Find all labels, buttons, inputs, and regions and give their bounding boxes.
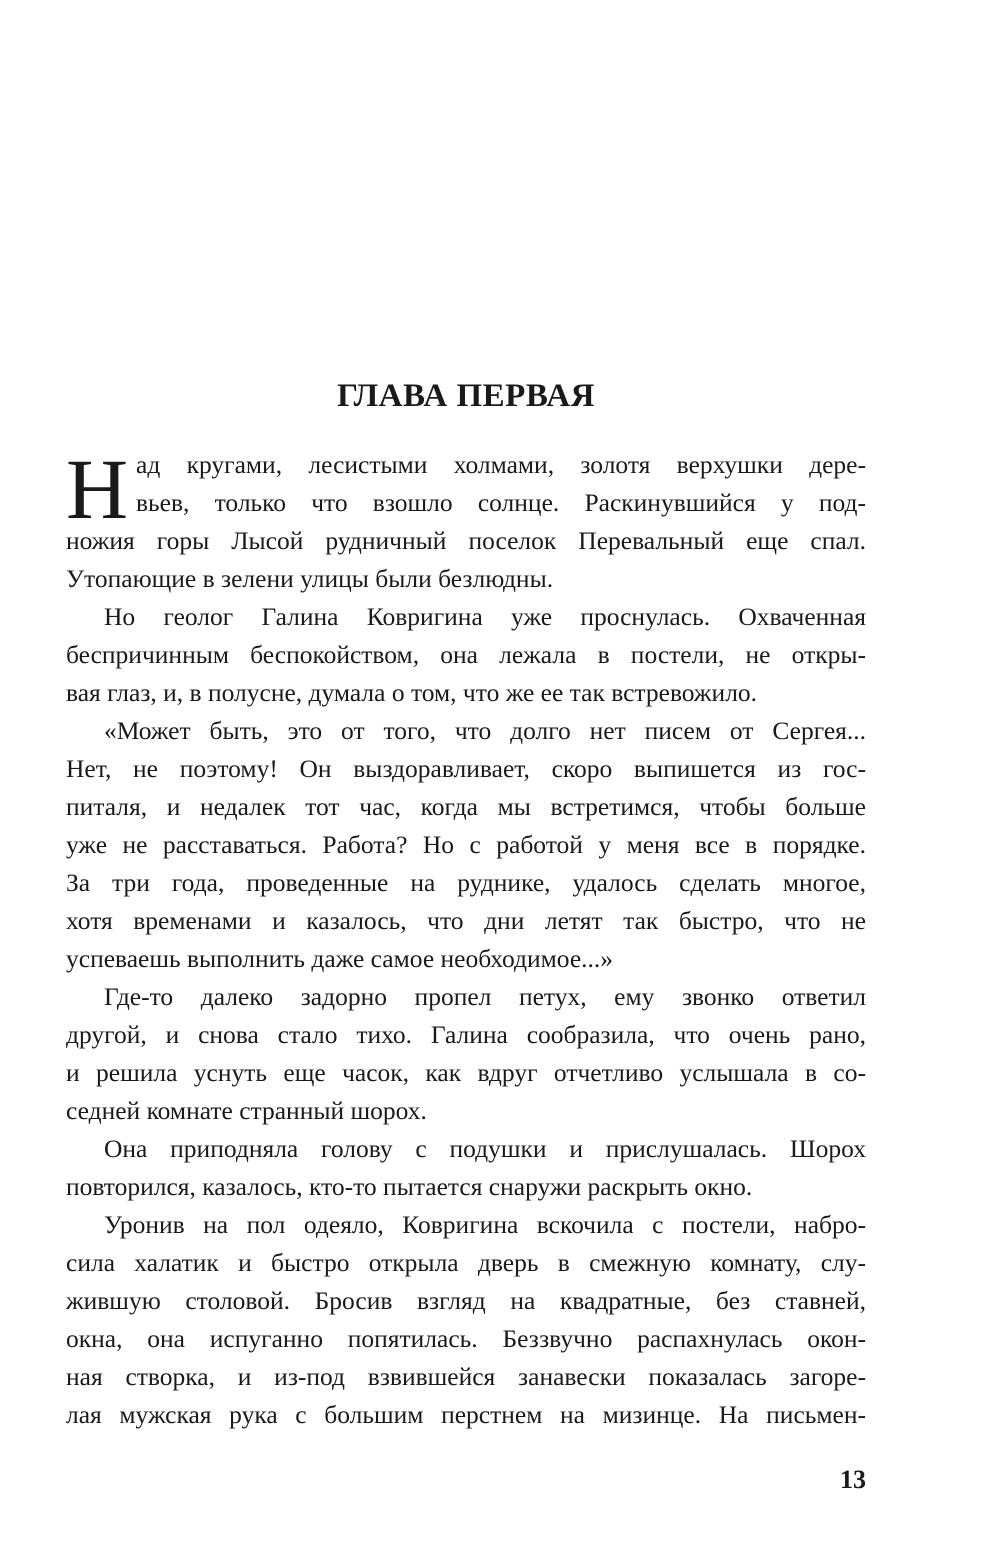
text-line: Но геолог Галина Ковригина уже проснулась. Охваченная: [104, 602, 866, 631]
text-line: седней комнате странный шорох.: [66, 1096, 427, 1125]
text-line: окна, она испуганно попятилась. Беззвучно распахнулась окон-: [66, 1324, 866, 1353]
text-line: ад кругами, лесистыми холмами, золотя верхушки дере-: [136, 450, 866, 479]
text-line: успеваешь выполнить даже самое необходимое...»: [66, 944, 614, 973]
text-line: повторился, казалось, кто-то пытается снаружи раскрыть окно.: [66, 1172, 753, 1201]
text-line: Уронив на пол одеяло, Ковригина вскочила с постели, набро-: [104, 1210, 866, 1239]
text-line: Где-то далеко задорно пропел петух, ему звонко ответил: [104, 982, 866, 1011]
text-line: сила халатик и быстро открыла дверь в смежную комнату, слу-: [66, 1248, 866, 1277]
text-line: «Может быть, это от того, что долго нет писем от Сергея...: [104, 716, 866, 745]
chapter-title: ГЛАВА ПЕРВАЯ: [337, 378, 595, 414]
text-line: вая глаз, и, в полусне, думала о том, что же ее так встревожило.: [66, 678, 758, 707]
text-line: уже не расставаться. Работа? Но с работой у меня все в порядке.: [66, 830, 866, 859]
text-line: питаля, и недалек тот час, когда мы встретимся, чтобы больше: [66, 792, 866, 821]
text-line: жившую столовой. Бросив взгляд на квадратные, без ставней,: [66, 1286, 866, 1315]
text-line: вьев, только что взошло солнце. Раскинувшийся у под-: [136, 488, 866, 517]
text-line: Она приподняла голову с подушки и прислушалась. Шорох: [104, 1134, 866, 1163]
text-line: ная створка, и из-под взвившейся занавески показалась загоре-: [66, 1362, 866, 1391]
text-line: Утопающие в зелени улицы были безлюдны.: [66, 564, 554, 593]
text-line: и решила уснуть еще часок, как вдруг отчетливо услышала в со-: [66, 1058, 866, 1087]
text-line: другой, и снова стало тихо. Галина сообразила, что очень рано,: [66, 1020, 866, 1049]
text-line: Нет, не поэтому! Он выздоравливает, скоро выпишется из гос-: [66, 754, 866, 783]
book-page: [66, 0, 866, 1552]
text-line: беспричинным беспокойством, она лежала в постели, не откры-: [66, 640, 866, 669]
text-line: хотя временами и казалось, что дни летят так быстро, что не: [66, 906, 866, 935]
text-line: лая мужская рука с большим перстнем на мизинце. На письмен-: [66, 1400, 866, 1429]
page-number: 13: [840, 1465, 866, 1494]
drop-cap: Н: [66, 441, 129, 537]
text-line: За три года, проведенные на руднике, удалось сделать многое,: [66, 868, 866, 897]
chapter-text: [66, 441, 866, 1434]
text-line: ножия горы Лысой рудничный поселок Перевальный еще спал.: [66, 526, 866, 555]
